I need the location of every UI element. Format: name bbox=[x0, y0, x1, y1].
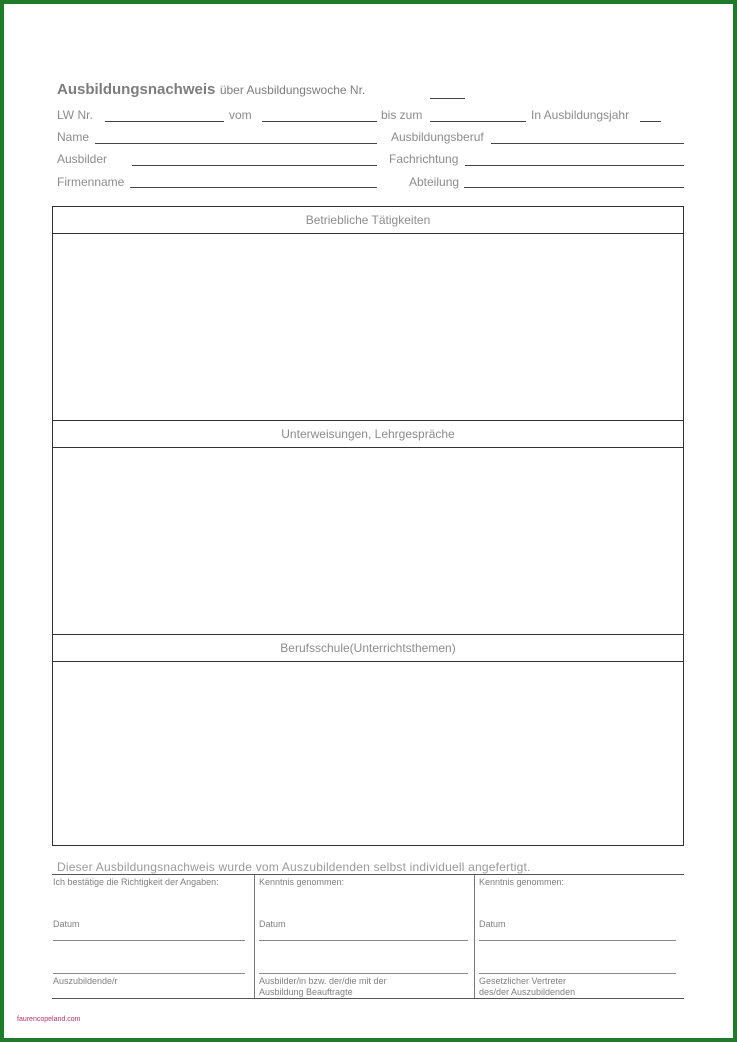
form-title-row bbox=[57, 81, 365, 99]
form-subtitle: über Ausbildungswoche Nr. bbox=[219, 83, 366, 97]
column-divider bbox=[474, 875, 475, 999]
abteilung-label: Abteilung bbox=[409, 175, 460, 189]
sig-col2-role-line1: Ausbilder/in bzw. der/die mit der bbox=[259, 976, 387, 986]
section-text-area[interactable] bbox=[53, 448, 683, 635]
sig-col1-role bbox=[53, 976, 118, 987]
sig-col2-date-label: Datum bbox=[259, 919, 286, 929]
lw-nr-label: LW Nr. bbox=[57, 108, 93, 122]
sig-col3-header: Kenntnis genommen: bbox=[479, 877, 565, 887]
section-text-area[interactable] bbox=[53, 662, 683, 846]
sig-col3-date-line[interactable] bbox=[479, 940, 676, 941]
form-title: Ausbildungsnachweis bbox=[57, 81, 216, 98]
fachrichtung-label: Fachrichtung bbox=[389, 152, 459, 166]
section-title: Berufsschule(Unterrichtsthemen) bbox=[53, 635, 683, 662]
name-field[interactable] bbox=[95, 143, 377, 144]
section-text-area[interactable] bbox=[53, 234, 683, 421]
section-title: Unterweisungen, Lehrgespräche bbox=[53, 421, 683, 448]
declaration-rule bbox=[52, 874, 684, 875]
bis-zum-field[interactable] bbox=[430, 121, 526, 122]
declaration-text: Dieser Ausbildungsnachweis wurde vom Auszubildenden selbst individuell angefertigt. bbox=[57, 860, 531, 874]
sig-col1-header: Ich bestätige die Richtigkeit der Angaben: bbox=[53, 877, 219, 887]
vom-field[interactable] bbox=[262, 121, 377, 122]
sig-col3-role bbox=[479, 976, 575, 998]
ausbildungsberuf-label: Ausbildungsberuf bbox=[391, 130, 484, 144]
firmenname-label: Firmenname bbox=[57, 175, 125, 189]
firmenname-field[interactable] bbox=[130, 187, 377, 188]
sig-col3-role-line2: des/der Auszubildenden bbox=[479, 987, 576, 997]
watermark: faurencopeland.com bbox=[17, 1016, 81, 1023]
sig-col2-signature-line[interactable] bbox=[259, 973, 468, 974]
ausbilder-label: Ausbilder bbox=[57, 152, 108, 166]
sig-col1-signature-line[interactable] bbox=[53, 973, 245, 974]
sig-col1-role-line1: Auszubildende/r bbox=[53, 976, 118, 986]
abteilung-field[interactable] bbox=[464, 187, 684, 188]
section-betriebliche-taetigkeiten bbox=[52, 206, 684, 421]
week-number-field[interactable] bbox=[430, 98, 465, 99]
sig-col3-signature-line[interactable] bbox=[479, 973, 676, 974]
sig-col1-date-line[interactable] bbox=[53, 940, 245, 941]
ausbildungsjahr-label: In Ausbildungsjahr bbox=[531, 108, 630, 122]
ausbildungsjahr-field[interactable] bbox=[640, 121, 661, 122]
column-divider bbox=[254, 875, 255, 999]
section-title: Betriebliche Tätigkeiten bbox=[53, 207, 683, 234]
ausbildungsberuf-field[interactable] bbox=[491, 143, 684, 144]
sig-col1-date-label: Datum bbox=[53, 919, 80, 929]
ausbilder-field[interactable] bbox=[132, 165, 377, 166]
section-berufsschule bbox=[52, 634, 684, 846]
lw-nr-field[interactable] bbox=[105, 121, 224, 122]
fachrichtung-field[interactable] bbox=[465, 165, 684, 166]
vom-label: vom bbox=[229, 108, 252, 122]
sig-col3-role-line1: Gesetzlicher Vertreter bbox=[479, 976, 567, 986]
name-label: Name bbox=[57, 130, 90, 144]
sig-col2-role bbox=[259, 976, 387, 998]
sig-col2-role-line2: Ausbildung Beauftragte bbox=[259, 987, 353, 997]
sig-col2-header: Kenntnis genommen: bbox=[259, 877, 345, 887]
sig-col2-date-line[interactable] bbox=[259, 940, 468, 941]
sig-col3-date-label: Datum bbox=[479, 919, 506, 929]
section-unterweisungen bbox=[52, 420, 684, 635]
bis-zum-label: bis zum bbox=[381, 108, 423, 122]
footer-rule bbox=[52, 998, 684, 999]
